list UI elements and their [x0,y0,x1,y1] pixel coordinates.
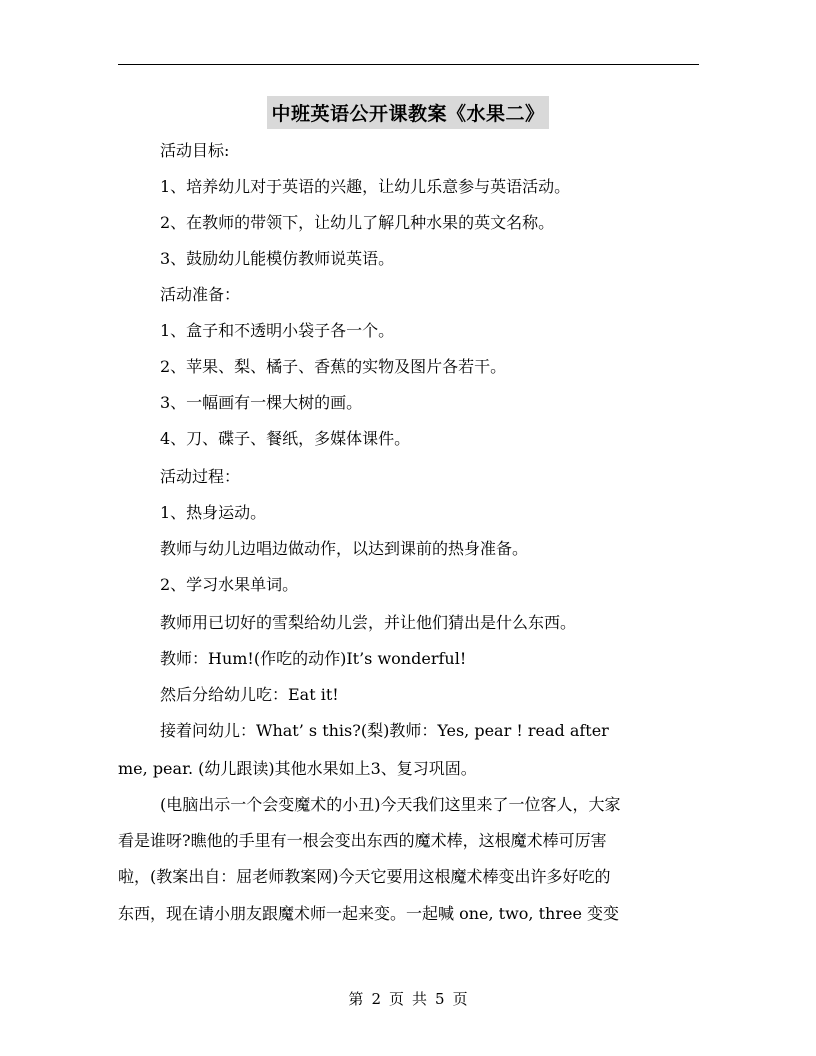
paragraph-line: 2、学习水果单词。 [160,575,299,594]
paragraph-line: 3、一幅画有一棵大树的画。 [160,393,363,412]
paragraph-line: 东西，现在请小朋友跟魔术师一起来变。一起喊 one, two, three 变变 [118,904,620,923]
header-rule [118,64,699,65]
paragraph-line: 活动准备： [160,285,241,304]
paragraph-line: 看是谁呀?瞧他的手里有一根会变出东西的魔术棒，这根魔术棒可厉害 [118,831,607,850]
paragraph-line: 4、刀、碟子、餐纸，多媒体课件。 [160,429,411,448]
paragraph-line: 1、培养幼儿对于英语的兴趣，让幼儿乐意参与英语活动。 [160,177,571,196]
paragraph-line: (电脑出示一个会变魔术的小丑)今天我们这里来了一位客人，大家 [160,795,621,814]
paragraph-line: 3、鼓励幼儿能模仿教师说英语。 [160,249,395,268]
footer-page-total: 5 [435,990,445,1008]
paragraph-line: 1、热身运动。 [160,503,267,522]
footer-label-ye: 页 [388,990,404,1008]
paragraph-line: 教师与幼儿边唱边做动作，以达到课前的热身准备。 [160,539,529,558]
paragraph-line: 教师用已切好的雪梨给幼儿尝，并让他们猜出是什么东西。 [160,613,577,632]
footer-label-gong: 共 [412,990,428,1008]
paragraph-line: 然后分给幼儿吃：Eat it! [160,685,339,704]
paragraph-line: 接着问幼儿：What’ s this?(梨)教师：Yes, pear ! read after [160,721,609,740]
paragraph-line: 教师：Hum!(作吃的动作)It’s wonderful! [160,649,467,668]
footer-label-ye2: 页 [452,990,468,1008]
page-footer [0,988,816,1009]
title-block [0,96,816,129]
paragraph-line: 2、在教师的带领下，让幼儿了解几种水果的英文名称。 [160,213,555,232]
paragraph-line: 啦，(教案出自：屈老师教案网)今天它要用这根魔术棒变出许多好吃的 [118,867,611,886]
footer-label-di: 第 [348,990,364,1008]
paragraph-line: 活动过程： [160,467,241,486]
footer-page-current: 2 [371,990,381,1008]
paragraph-line: 活动目标: [160,141,230,160]
paragraph-line: me, pear. (幼儿跟读)其他水果如上3、复习巩固。 [118,759,477,778]
document-title: 中班英语公开课教案《水果二》 [267,96,548,129]
paragraph-line: 1、盒子和不透明小袋子各一个。 [160,321,395,340]
paragraph-line: 2、苹果、梨、橘子、香蕉的实物及图片各若干。 [160,357,507,376]
